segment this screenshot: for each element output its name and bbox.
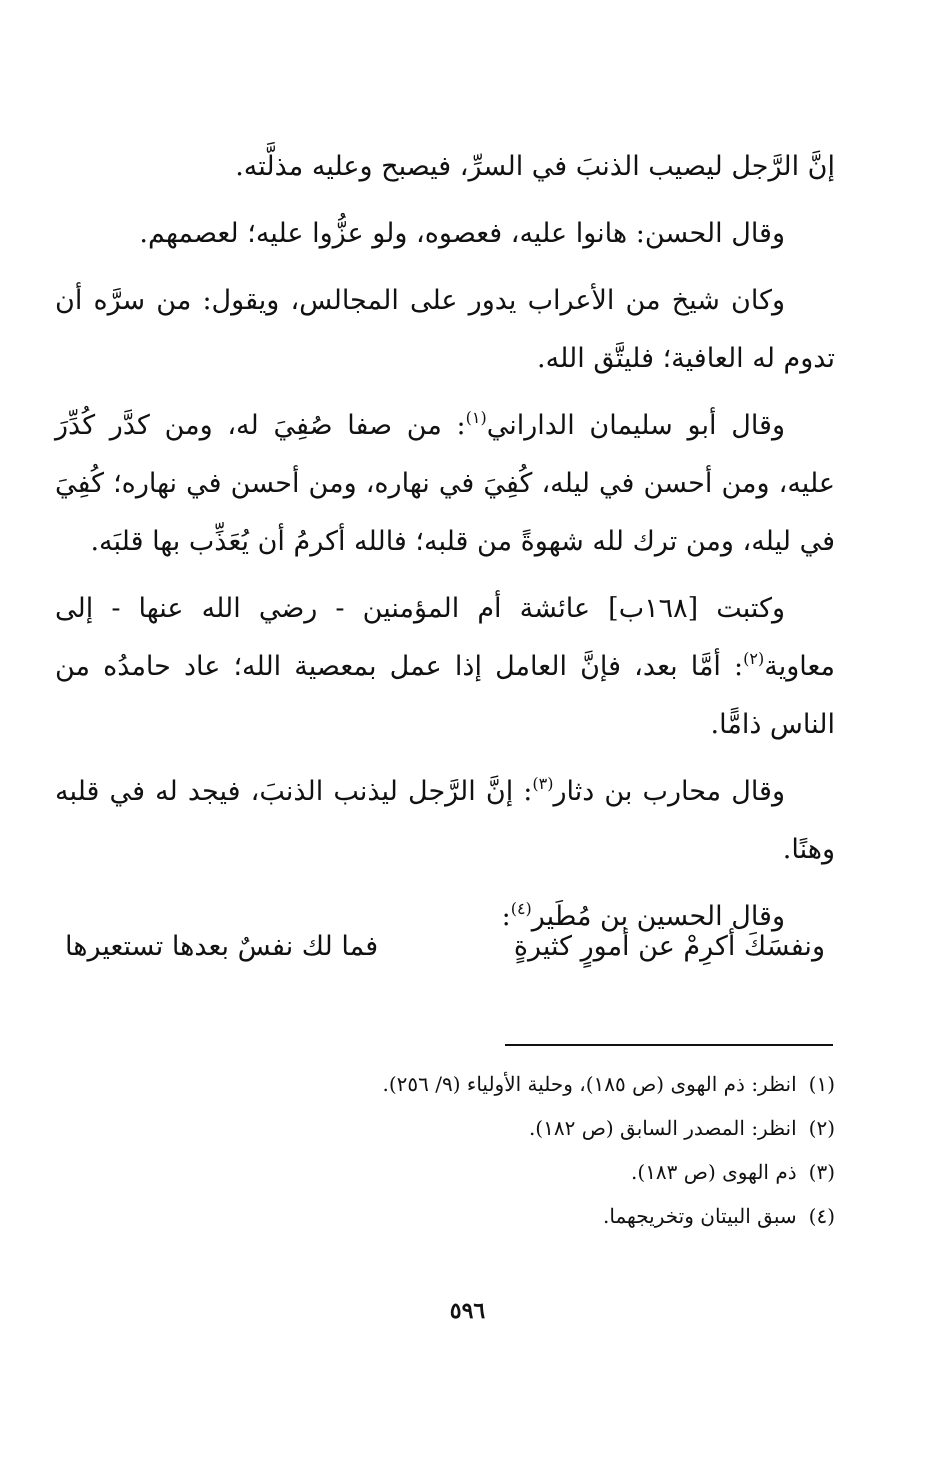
paragraph-5-text-start: وكتبت [١٦٨ب] عائشة أم المؤمنين - رضي الله عنها - إلى معاوية xyxy=(55,593,835,682)
footnote-number: (١) xyxy=(808,1072,835,1096)
footnote-ref-1: (١) xyxy=(465,408,487,427)
paragraph-6 xyxy=(55,763,835,879)
footnote-text: سبق البيتان وتخريجهما. xyxy=(603,1204,797,1228)
footnote-number: (٤) xyxy=(808,1204,835,1228)
footnote-text: انظر: المصدر السابق (ص ١٨٢). xyxy=(528,1116,797,1140)
main-text xyxy=(55,138,835,955)
paragraph-5-text-end: : أمَّا بعد، فإنَّ العامل إذا عمل بمعصية الله؛ عاد حامدُه من الناس ذامًّا. xyxy=(55,651,835,740)
paragraph-2-text: وقال الحسن: هانوا عليه، فعصوه، ولو عزُّوا عليه؛ لعصمهم. xyxy=(139,218,785,249)
footnote-3 xyxy=(135,1150,835,1194)
paragraph-4 xyxy=(55,397,835,571)
footnote-ref-3: (٣) xyxy=(532,774,554,793)
paragraph-3 xyxy=(55,272,835,388)
footnote-separator xyxy=(505,1044,833,1046)
footnote-text: ذم الهوى (ص ١٨٣). xyxy=(631,1160,797,1184)
poem-verse xyxy=(65,918,835,978)
paragraph-7-text-start: وقال الحسين بن مُطَير xyxy=(531,901,785,932)
paragraph-5 xyxy=(55,580,835,754)
paragraph-7-text-end: : xyxy=(501,901,511,932)
footnote-number: (٢) xyxy=(808,1116,835,1140)
poem-first-hemistich: ونفسَكَ أكرِمْ عن أمورٍ كثيرةٍ xyxy=(513,931,825,962)
paragraph-6-text-end: : إنَّ الرَّجل ليذنب الذنبَ، فيجد له في قلبه وهنًا. xyxy=(55,776,835,865)
footnote-ref-4: (٤) xyxy=(510,899,532,918)
paragraph-6-text-start: وقال محارب بن دثار xyxy=(553,776,785,807)
footnote-2 xyxy=(135,1106,835,1150)
paragraph-3-text: وكان شيخ من الأعراب يدور على المجالس، ويقول: من سرَّه أن تدوم له العافية؛ فليتَّق الله. xyxy=(55,285,835,374)
poem-second-hemistich: فما لك نفسٌ بعدها تستعيرها xyxy=(65,931,379,962)
paragraph-4-text-start: وقال أبو سليمان الداراني xyxy=(486,410,785,441)
paragraph-1-text: إنَّ الرَّجل ليصيب الذنبَ في السرِّ، فيصبح وعليه مذلَّته. xyxy=(235,151,835,182)
footnotes xyxy=(135,1062,835,1238)
footnote-number: (٣) xyxy=(808,1160,835,1184)
footnote-ref-2: (٢) xyxy=(743,649,765,668)
paragraph-2 xyxy=(55,205,835,263)
footnote-1 xyxy=(135,1062,835,1106)
page-number: ٥٩٦ xyxy=(449,1298,486,1324)
footnote-4 xyxy=(135,1194,835,1238)
footnote-text: انظر: ذم الهوى (ص ١٨٥)، وحلية الأولياء (٩/ ٢٥٦). xyxy=(382,1072,797,1096)
paragraph-4-text-end: : من صفا صُفِيَ له، ومن كدَّر كُدِّرَ عليه، ومن أحسن في ليله، كُفِيَ في نهاره، ومن أحسن في نهاره؛ كُفِيَ في ليله، ومن ترك لله شهوةً من قلبه؛ فالله أكرمُ أن يُعَذِّب بها قلبَه. xyxy=(55,410,835,557)
paragraph-1 xyxy=(55,138,835,196)
